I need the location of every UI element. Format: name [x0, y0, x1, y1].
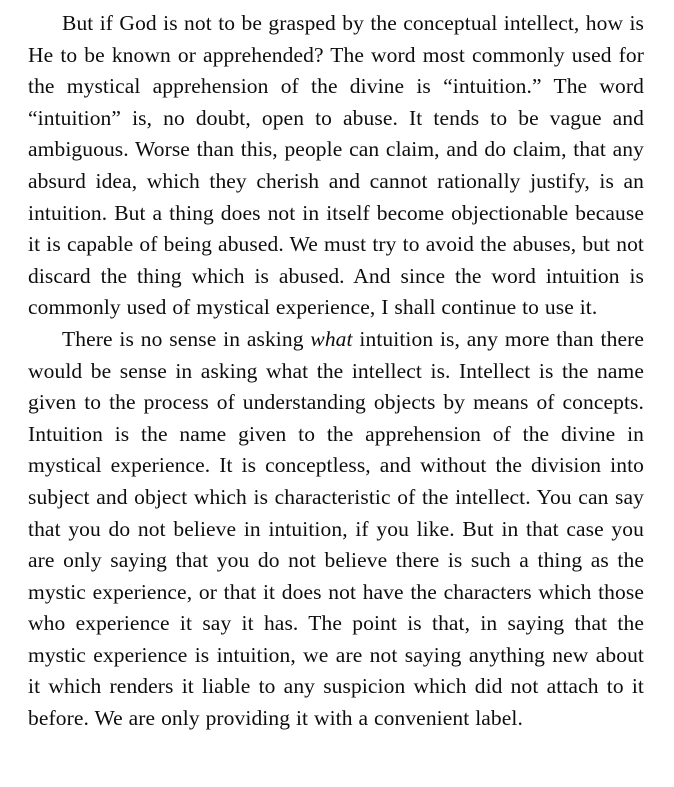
emphasis-word: what [310, 326, 353, 351]
paragraph-1: But if God is not to be grasped by the conceptual intellect, how is He to be known or apprehended? The word most commonly used for the mystical apprehension of the divine is “intuition.” The word “intuition” is, no doubt, open to abuse. It tends to be vague and ambiguous. Worse than this, people can claim, and do claim, that any absurd idea, which they cherish and cannot rationally justify, is an intuition. But a thing does not in itself become objectionable because it is capable of being abused. We must try to avoid the abuses, but not discard the thing which is abused. And since the word intuition is commonly used of mystical experience, I shall continue to use it. [28, 11, 644, 320]
paragraph-2: There is no sense in asking what intuition is, any more than there would be sense in asking what the intellect is. Intellect is the name given to the process of understanding objects by means of concepts. Intuition is the name given to the apprehension of the divine in mystical experience. It is conceptless, and without the division into subject and object which is characteristic of the intellect. You can say that you do not believe in intuition, if you like. But in that case you are only saying that you do not believe there is such a thing as the mystic experience, or that it does not have the characters which those who experience it say it has. The point is that, in saying that the mystic experience is intuition, we are not saying anything new about it which renders it liable to any suspicion which did not attach to it before. We are only providing it with a convenient label. [28, 326, 644, 731]
page-body-text [28, 8, 644, 735]
